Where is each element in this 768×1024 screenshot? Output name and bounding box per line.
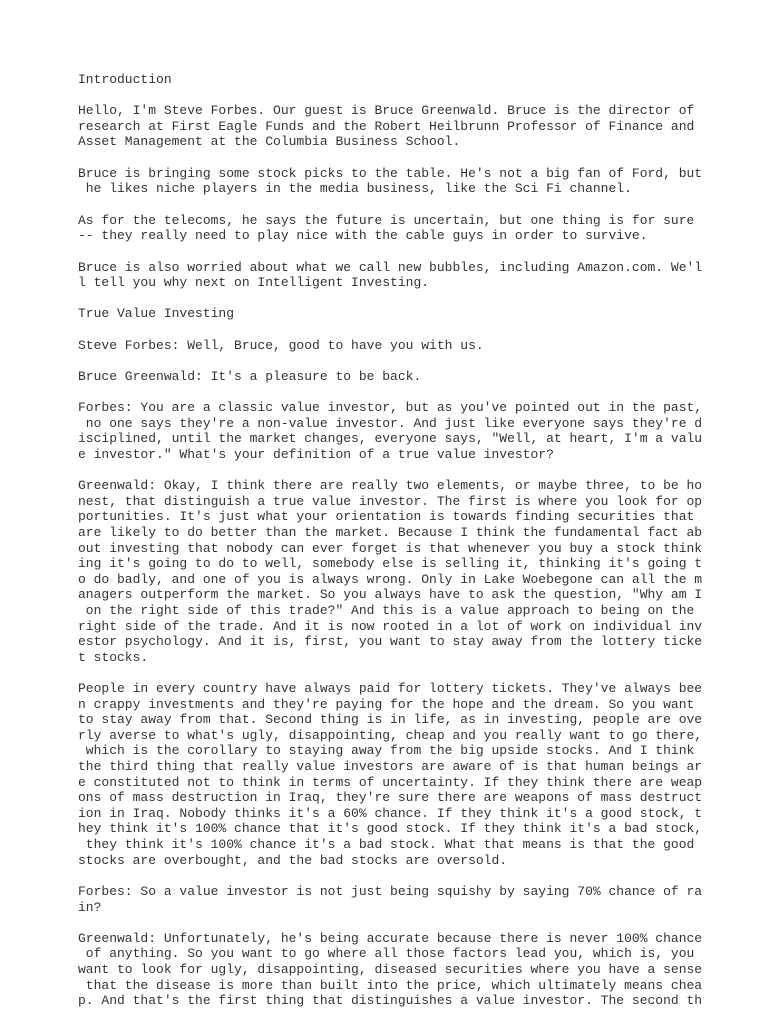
text-line: e constituted not to think in terms of uncertainty. If they think there are weap xyxy=(78,774,703,790)
text-paragraph xyxy=(78,369,718,385)
text-paragraph xyxy=(78,400,718,462)
text-line: ion in Iraq. Nobody thinks it's a 60% chance. If they think it's a good stock, t xyxy=(78,805,703,821)
text-line: rly averse to what's ugly, disappointing, cheap and you really want to go there, xyxy=(78,727,703,743)
text-line: Forbes: So a value investor is not just being squishy by saying 70% chance of ra xyxy=(78,883,703,899)
text-paragraph xyxy=(78,478,718,665)
text-line: hey think it's 100% chance that it's good stock. If they think it's a bad stock, xyxy=(78,821,703,837)
text-paragraph xyxy=(78,166,718,197)
text-line: -- they really need to play nice with the cable guys in order to survive. xyxy=(78,228,648,244)
text-line: out investing that nobody can ever forget is that whenever you buy a stock think xyxy=(78,540,703,556)
text-line: they think it's 100% chance it's a bad stock. What that means is that the good xyxy=(78,837,695,853)
text-line: l tell you why next on Intelligent Investing. xyxy=(78,275,430,291)
text-line: Introduction xyxy=(78,72,172,87)
text-line: that the disease is more than built into the price, which ultimately means chea xyxy=(78,977,703,993)
text-paragraph xyxy=(78,681,718,868)
text-paragraph xyxy=(78,260,718,291)
text-line: of anything. So you want to go where all those factors lead you, which is, you xyxy=(78,946,695,962)
text-line: Greenwald: Unfortunately, he's being accurate because there is never 100% chance xyxy=(78,930,703,946)
text-line: ing it's going to do to well, somebody else is selling it, thinking it's going t xyxy=(78,556,703,572)
text-line: Greenwald: Okay, I think there are really two elements, or maybe three, to be ho xyxy=(78,478,703,494)
text-line: isciplined, until the market changes, everyone says, "Well, at heart, I'm a valu xyxy=(78,431,703,447)
text-line: portunities. It's just what your orientation is towards finding securities that xyxy=(78,509,695,525)
text-line: People in every country have always paid for lottery tickets. They've always bee xyxy=(78,681,703,697)
text-line: Asset Management at the Columbia Business School. xyxy=(78,134,461,150)
text-line: Bruce is also worried about what we call new bubbles, including Amazon.com. We'l xyxy=(78,259,703,275)
text-line: research at First Eagle Funds and the Robert Heilbrunn Professor of Finance and xyxy=(78,118,695,134)
document-page xyxy=(78,72,718,1024)
text-paragraph xyxy=(78,213,718,244)
text-line: n crappy investments and they're paying for the hope and the dream. So you want xyxy=(78,696,695,712)
text-line: anagers outperform the market. So you always have to ask the question, "Why am I xyxy=(78,587,703,603)
text-line: Forbes: You are a classic value investor, but as you've pointed out in the past, xyxy=(78,400,703,416)
text-line: no one says they're a non-value investor. And just like everyone says they're d xyxy=(78,415,703,431)
text-paragraph xyxy=(78,306,718,322)
text-line: stocks are overbought, and the bad stocks are oversold. xyxy=(78,852,508,868)
text-line: in? xyxy=(78,899,102,915)
text-paragraph xyxy=(78,338,718,354)
text-line: the third thing that really value investors are aware of is that human beings ar xyxy=(78,759,703,775)
text-line: right side of the trade. And it is now rooted in a lot of work on individual inv xyxy=(78,618,703,634)
text-line: e investor." What's your definition of a true value investor? xyxy=(78,447,554,462)
text-line: As for the telecoms, he says the future is uncertain, but one thing is for sure xyxy=(78,212,695,228)
text-paragraph xyxy=(78,931,718,1009)
text-line: t stocks. xyxy=(78,649,149,665)
text-line: Bruce Greenwald: It's a pleasure to be back. xyxy=(78,368,422,384)
text-line: Hello, I'm Steve Forbes. Our guest is Bruce Greenwald. Bruce is the director of xyxy=(78,103,695,119)
text-line: o do badly, and one of you is always wrong. Only in Lake Woebegone can all the m xyxy=(78,571,703,587)
text-line: Steve Forbes: Well, Bruce, good to have you with us. xyxy=(78,337,484,353)
text-paragraph xyxy=(78,103,718,150)
text-paragraph xyxy=(78,72,718,88)
text-line: True Value Investing xyxy=(78,306,235,322)
text-line: to stay away from that. Second thing is in life, as in investing, people are ove xyxy=(78,712,703,728)
text-line: ons of mass destruction in Iraq, they're sure there are weapons of mass destruct xyxy=(78,790,703,806)
text-line: he likes niche players in the media business, like the Sci Fi channel. xyxy=(78,181,632,197)
text-line: Bruce is bringing some stock picks to the table. He's not a big fan of Ford, but xyxy=(78,165,703,181)
text-line: which is the corollary to staying away from the big upside stocks. And I think xyxy=(78,743,695,759)
text-line: p. And that's the first thing that distinguishes a value investor. The second th xyxy=(78,993,703,1009)
text-line: on the right side of this trade?" And this is a value approach to being on the xyxy=(78,603,695,619)
text-line: estor psychology. And it is, first, you want to stay away from the lottery ticke xyxy=(78,634,703,650)
text-line: want to look for ugly, disappointing, diseased securities where you have a sense xyxy=(78,961,703,977)
text-line: are likely to do better than the market. Because I think the fundamental fact ab xyxy=(78,525,703,541)
text-paragraph xyxy=(78,884,718,915)
text-line: nest, that distinguish a true value investor. The first is where you look for op xyxy=(78,493,703,509)
